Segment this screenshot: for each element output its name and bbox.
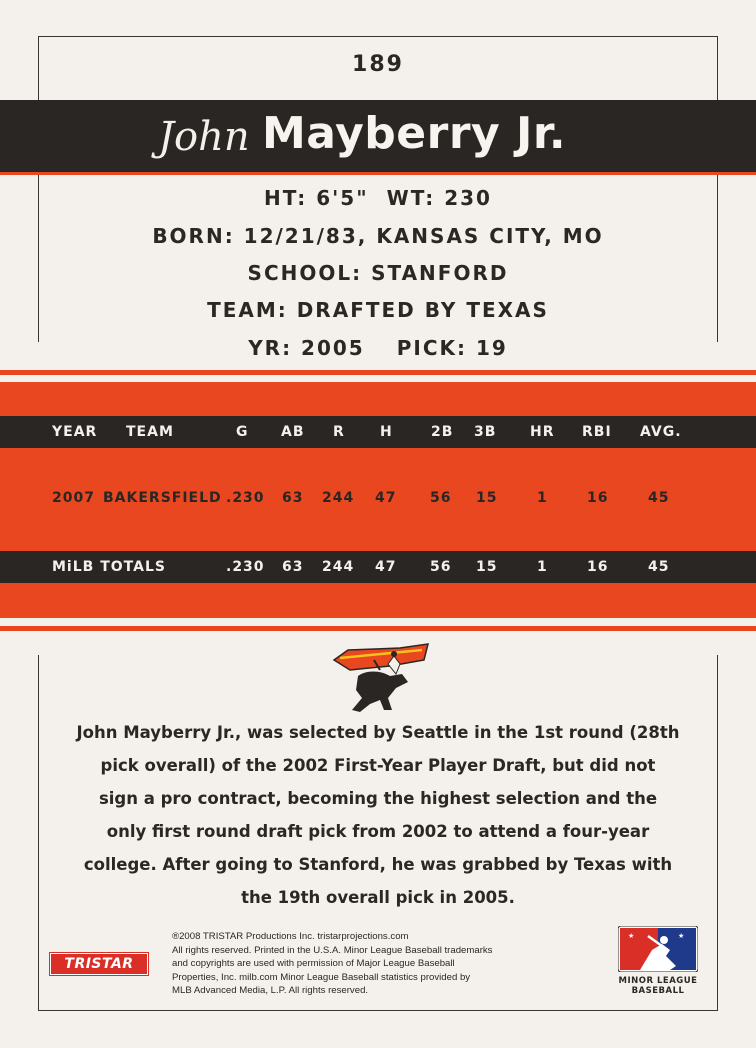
draft-year: YR: 2005 [248,336,365,360]
tristar-logo: TRISTAR [50,953,148,975]
stats-bottom-stripe [0,626,756,631]
bio-line-2: pick overall) of the 2002 First-Year Player Draft, but did not [100,756,656,775]
born-line: BORN: 12/21/83, KANSAS CITY, MO [152,224,604,248]
header-year: YEAR [52,424,98,440]
legal-line-2: All rights reserved. Printed in the U.S.A. Minor League Baseball trademarks [172,944,493,956]
totals-rbi: 16 [587,559,609,575]
totals-avg: 45 [648,559,670,575]
legal-text [172,930,602,998]
weight: WT: 230 [386,186,492,210]
draft-line [0,336,756,360]
milb-line-2: BASEBALL [631,986,685,996]
season-hr: 1 [537,490,548,506]
header-h: H [380,424,393,440]
season-team: BAKERSFIELD [103,490,222,506]
height: HT: 6'5" [264,186,369,210]
header-g: G [236,424,249,440]
bio-line-4: only first round draft pick from 2002 to attend a four-year [106,822,650,841]
legal-line-4: Properties, Inc. milb.com Minor League Baseball statistics provided by [172,971,471,983]
school-line: SCHOOL: STANFORD [247,261,509,285]
header-avg: AVG. [640,424,682,440]
season-2b: 56 [430,490,452,506]
milb-line-1: MINOR LEAGUE [618,976,698,986]
header-3b: 3B [474,424,497,440]
player-first-name: John [158,114,250,160]
header-rbi: RBI [582,424,612,440]
stats-top-stripe [0,370,756,375]
draft-pick: PICK: 19 [396,336,508,360]
season-year: 2007 [52,490,95,506]
totals-label: MiLB TOTALS [52,559,166,575]
biography [50,716,706,914]
card-number: 189 [352,52,404,77]
legal-line-5: MLB Advanced Media, L.P. All rights reserved. [172,985,369,997]
totals-r: 244 [322,559,355,575]
season-r: 244 [322,490,355,506]
milb-label [610,976,706,996]
table-row [0,482,756,514]
season-h: 47 [375,490,397,506]
player-last-name: Mayberry Jr. [262,108,567,159]
header-ab: AB [281,424,305,440]
season-avg: 45 [648,490,670,506]
season-ab: 63 [282,490,304,506]
milb-logo-icon [618,926,698,972]
bio-line-1: John Mayberry Jr., was selected by Seattle in the 1st round (28th [76,723,680,742]
totals-ab: 63 [282,559,304,575]
header-team: TEAM [126,424,174,440]
totals-g: .230 [226,559,265,575]
svg-text:★: ★ [628,932,635,940]
totals-h: 47 [375,559,397,575]
stats-header-row [0,416,756,448]
header-r: R [333,424,345,440]
season-rbi: 16 [587,490,609,506]
totals-row [0,551,756,583]
season-3b: 15 [476,490,498,506]
header-2b: 2B [431,424,454,440]
height-weight-line [0,186,756,210]
totals-hr: 1 [537,559,548,575]
legal-line-1: ®2008 TRISTAR Productions Inc. tristarprojections.com [172,931,409,942]
header-hr: HR [530,424,555,440]
bio-line-3: sign a pro contract, becoming the highest selection and the [98,789,658,808]
legal-line-3: and copyrights are used with permission of Major League Baseball [172,958,455,970]
team-line: TEAM: DRAFTED BY TEXAS [207,298,549,322]
totals-2b: 56 [430,559,452,575]
team-logo-icon [330,640,430,715]
svg-text:★: ★ [678,932,685,940]
bio-line-6: the 19th overall pick in 2005. [241,888,515,907]
season-g: .230 [226,490,265,506]
totals-3b: 15 [476,559,498,575]
bio-line-5: college. After going to Stanford, he was grabbed by Texas with [83,855,673,874]
